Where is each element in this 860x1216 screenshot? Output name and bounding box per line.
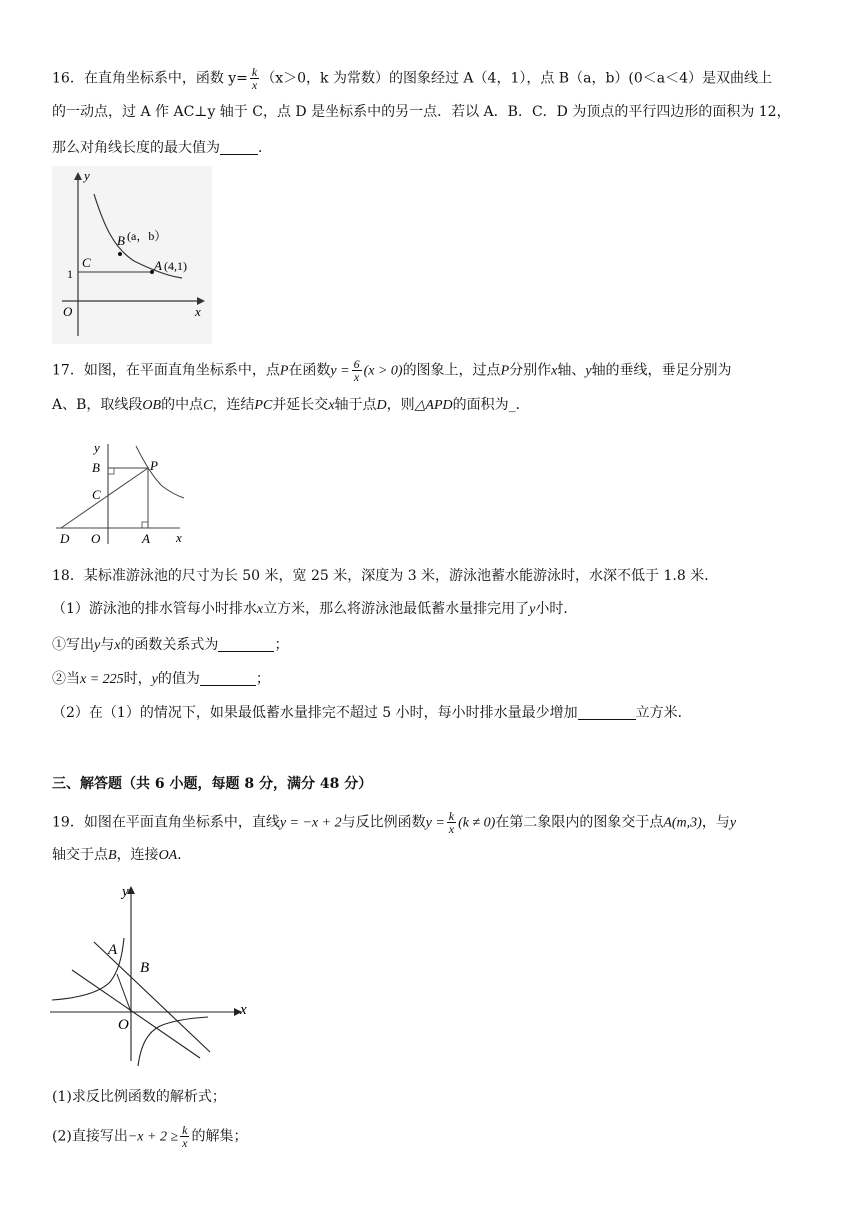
q19-line1: 19．如图在平面直角坐标系中，直线y = −x + 2与反比例函数y = $\frac{k}{x}$ (k ≠ 0)在第二象限内的图象交于点A(m,3)，与y bbox=[52, 809, 737, 836]
figure-background bbox=[52, 166, 212, 344]
q16-number: 16． bbox=[52, 70, 84, 87]
q16-line2: 的一动点，过 A 作 AC⊥y 轴于 C，点 D 是坐标系中的另一点．若以 A．B．C．D 为顶点的平行四边形的面积为 12， bbox=[52, 104, 791, 120]
q16-fraction: $\frac{k}{x}$ bbox=[251, 65, 258, 92]
label-o: O bbox=[118, 1017, 129, 1033]
section-heading: 三、解答题（共 6 小题，每题 8 分，满分 48 分） bbox=[52, 776, 373, 792]
q18-line3: ①写出y与x的函数关系式为 ； bbox=[52, 637, 289, 653]
q17-line2: A、B，取线段OB的中点C，连结PC并延长交x轴于点D，则△APD的面积为_． bbox=[52, 397, 530, 413]
label-o: O bbox=[63, 304, 73, 319]
right-angle-a bbox=[142, 522, 148, 528]
q18-line5: （2）在（1）的情况下，如果最低蓄水量排完不超过 5 小时，每小时排水量最少增加 立方米． bbox=[52, 705, 692, 721]
label-a-coords: (4,1) bbox=[164, 259, 187, 273]
hyperbola-curve bbox=[136, 446, 184, 498]
q19-figure bbox=[50, 876, 260, 1066]
label-one: 1 bbox=[67, 267, 73, 281]
label-a: A bbox=[142, 531, 150, 546]
q18-line1: 18．某标准游泳池的尺寸为长 50 米，宽 25 米，深度为 3 米，游泳池蓄水能游泳时，水深不低于 1.8 米． bbox=[52, 568, 719, 584]
q19-fraction: $\frac{k}{x}$ bbox=[448, 809, 455, 836]
label-x: x bbox=[195, 304, 201, 319]
q16-line1: 16．在直角坐标系中，函数 y= $\frac{k}{x}$ （x＞0，k 为常数）的图象经过 A（4，1），点 B（a，b）(0＜a＜4）是双曲线上 bbox=[52, 65, 773, 92]
q19-line2: 轴交于点B，连接OA． bbox=[52, 847, 192, 863]
q19-sub2: (2)直接写出−x + 2 ≥ $\frac{k}{x}$ 的解集； bbox=[52, 1123, 248, 1150]
label-c: C bbox=[92, 487, 101, 502]
label-a: A bbox=[108, 942, 118, 958]
label-d: D bbox=[60, 531, 70, 546]
q17-fraction: $\frac{6}{x}$ bbox=[353, 357, 360, 384]
answer-blank bbox=[220, 140, 258, 155]
label-y: y bbox=[122, 884, 129, 900]
label-x: x bbox=[240, 1002, 247, 1018]
answer-blank bbox=[200, 671, 256, 686]
label-b: B bbox=[117, 233, 125, 248]
line-2 bbox=[72, 970, 200, 1058]
label-b: B bbox=[92, 460, 100, 475]
label-o: O bbox=[91, 531, 101, 546]
label-x: x bbox=[176, 530, 182, 545]
label-a: A bbox=[154, 258, 162, 273]
q17-figure bbox=[56, 436, 192, 548]
q16-figure bbox=[52, 166, 212, 344]
label-b: B bbox=[140, 960, 150, 976]
point-b bbox=[118, 252, 122, 256]
q16-line3: 那么对角线长度的最大值为 ． bbox=[52, 140, 272, 156]
q19-sub1: (1)求反比例函数的解析式； bbox=[52, 1089, 226, 1105]
q18-line2: （1）游泳池的排水管每小时排水x立方米，那么将游泳池最低蓄水量排完用了y小时． bbox=[52, 601, 578, 617]
q17-line1: 17．如图，在平面直角坐标系中，点P在函数y = $\frac{6}{x}$ (x > 0)的图象上，过点P分别作x轴、y轴的垂线，垂足分别为 bbox=[52, 357, 732, 384]
answer-blank bbox=[578, 705, 636, 720]
right-angle-b bbox=[108, 468, 114, 474]
q19-sub2-fraction: $\frac{k}{x}$ bbox=[182, 1123, 188, 1150]
label-b-coords: (a，b） bbox=[127, 229, 167, 243]
label-c: C bbox=[82, 255, 91, 270]
answer-blank bbox=[218, 637, 274, 652]
q18-line4: ②当x = 225时，y的值为 ； bbox=[52, 671, 270, 687]
hyperbola-branch-lower bbox=[138, 1017, 208, 1066]
label-y: y bbox=[84, 168, 90, 183]
segment-dp bbox=[61, 468, 148, 528]
label-p: P bbox=[150, 458, 158, 473]
label-y: y bbox=[94, 440, 100, 455]
